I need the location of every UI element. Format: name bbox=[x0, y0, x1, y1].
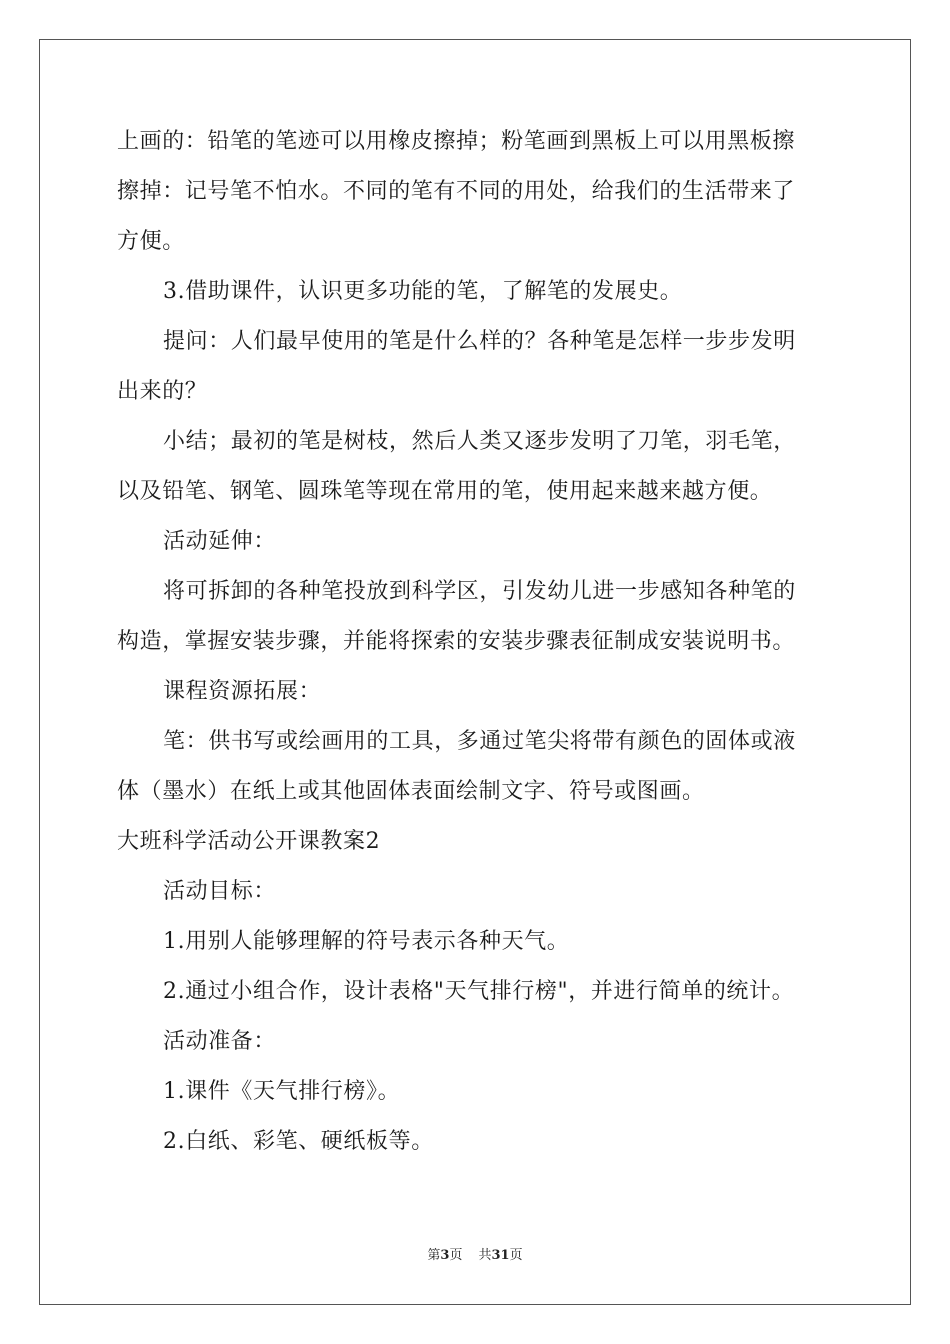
page-footer bbox=[0, 1246, 950, 1266]
list-item: 2.白纸、彩笔、硬纸板等。 bbox=[163, 1129, 434, 1154]
text-line: 体（墨水）在纸上或其他固体表面绘制文字、符号或图画。 bbox=[117, 779, 705, 804]
text-line: 方便。 bbox=[117, 229, 185, 254]
page-suffix: 页 bbox=[449, 1248, 463, 1263]
page-number: 3 bbox=[440, 1248, 450, 1263]
text-line: 小结；最初的笔是树枝，然后人类又逐步发明了刀笔，羽毛笔， bbox=[163, 429, 796, 454]
total-prefix: 共 bbox=[478, 1248, 492, 1263]
text-line: 上画的：铅笔的笔迹可以用橡皮擦掉；粉笔画到黑板上可以用黑板擦 bbox=[117, 129, 796, 154]
list-item: 1.课件《天气排行榜》。 bbox=[163, 1079, 401, 1104]
text-line: 将可拆卸的各种笔投放到科学区，引发幼儿进一步感知各种笔的 bbox=[163, 579, 796, 604]
section-heading: 活动目标： bbox=[163, 879, 277, 904]
section-heading: 活动准备： bbox=[163, 1029, 277, 1054]
page-prefix: 第 bbox=[427, 1248, 441, 1263]
text-line: 笔：供书写或绘画用的工具，多通过笔尖将带有颜色的固体或液 bbox=[163, 729, 796, 754]
text-line: 擦掉：记号笔不怕水。不同的笔有不同的用处，给我们的生活带来了 bbox=[117, 179, 796, 204]
text-line: 出来的？ bbox=[117, 379, 208, 404]
section-heading: 课程资源拓展： bbox=[163, 679, 322, 704]
total-suffix: 页 bbox=[509, 1248, 523, 1263]
list-item: 1.用别人能够理解的符号表示各种天气。 bbox=[163, 929, 570, 954]
text-line: 3.借助课件，认识更多功能的笔，了解笔的发展史。 bbox=[163, 279, 683, 304]
total-pages: 31 bbox=[491, 1248, 510, 1263]
text-line: 构造，掌握安装步骤，并能将探索的安装步骤表征制成安装说明书。 bbox=[117, 629, 796, 654]
section-heading: 活动延伸： bbox=[163, 529, 277, 554]
list-item: 2.通过小组合作，设计表格"天气排行榜"，并进行简单的统计。 bbox=[163, 979, 795, 1004]
document-title: 大班科学活动公开课教案2 bbox=[117, 829, 381, 854]
text-line: 提问：人们最早使用的笔是什么样的？各种笔是怎样一步步发明 bbox=[163, 329, 796, 354]
text-line: 以及铅笔、钢笔、圆珠笔等现在常用的笔，使用起来越来越方便。 bbox=[117, 479, 773, 504]
